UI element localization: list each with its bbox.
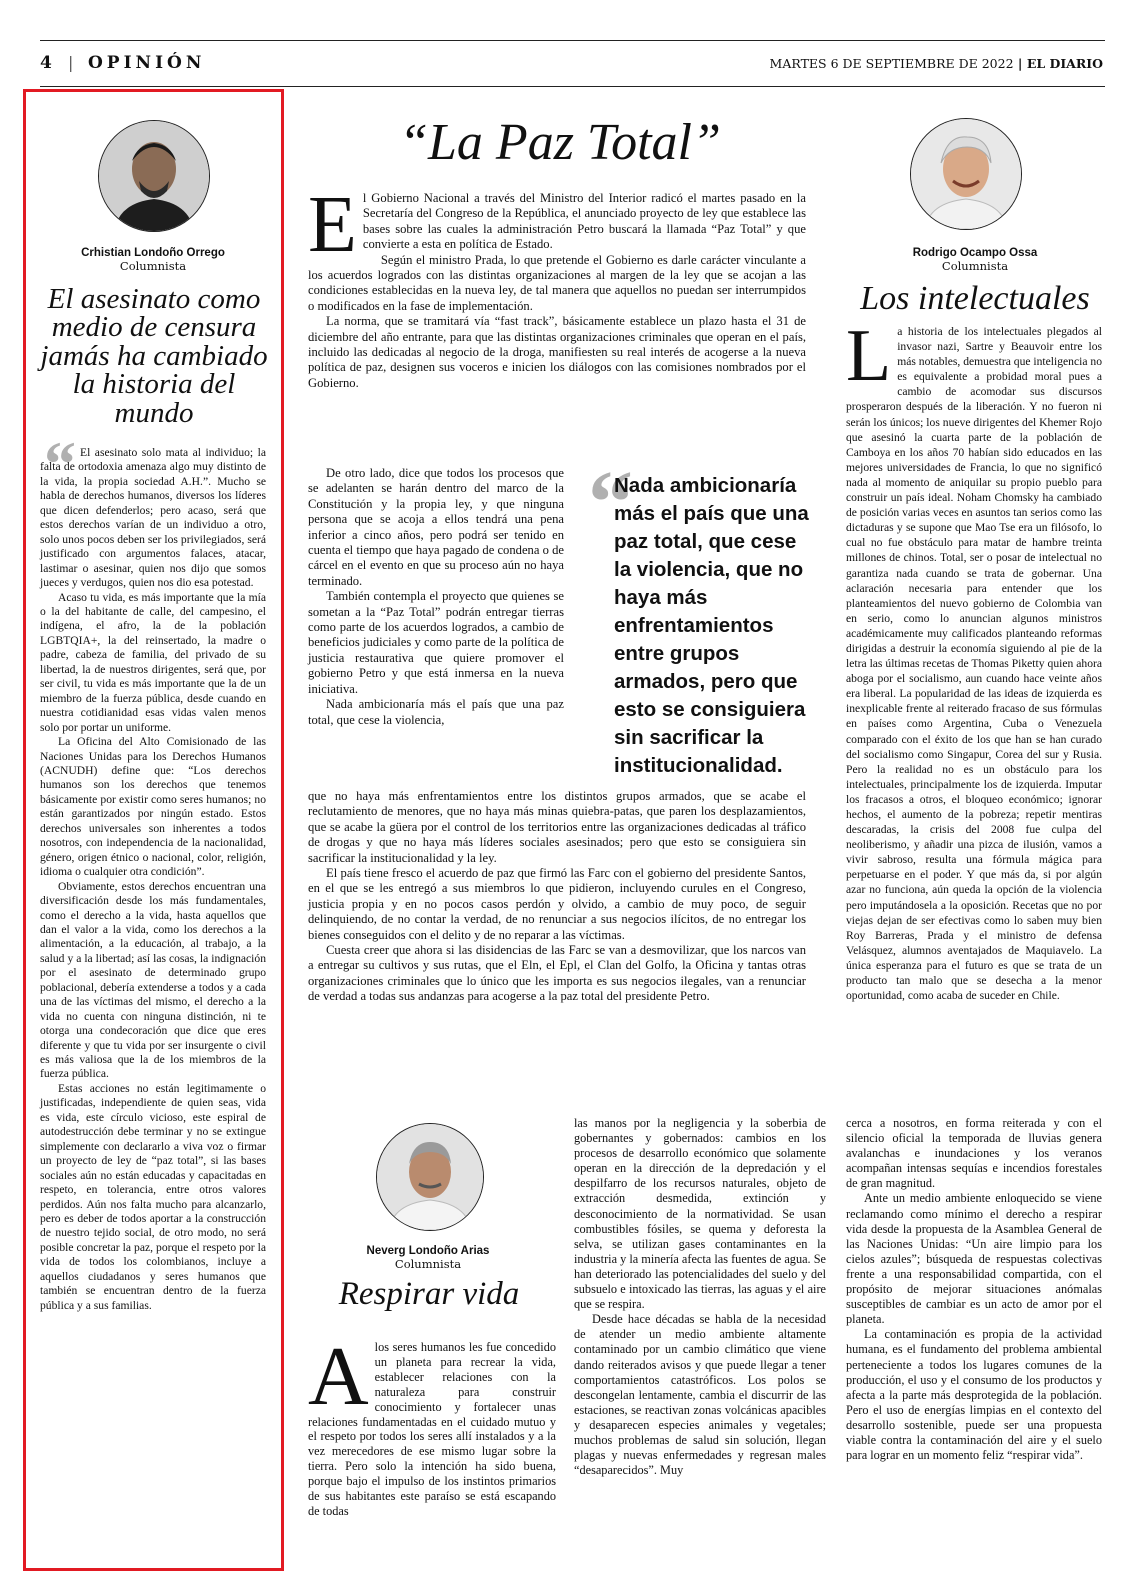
portrait-icon [377,1124,483,1230]
paragraph: La Oficina del Alto Comisionado de las Naciones Unidas para los Derechos Humanos (ACNUDH) define que: “Los derechos humanos son los derechos que tenemos básicamente por existir como seres humanos; no están garantizados por ningún estado. Estos derechos universales son inherentes a todos nosotros, con independencia de la nacionalidad, género, origen étnico o nacional, color, religión, idioma o cualquier otra condición”. [40,735,266,879]
headline-left: El asesinato como medio de censura jamás ha cambiado la historia del mundo [40,283,268,429]
quote-mark-left: “ [44,428,76,499]
paragraph: También contempla el proyecto que quienes se sometan a la “Paz Total” podrán entregar tierras como parte de los acuerdos logrados, a cambio de beneficios judiciales y como parte de la política de justicia restaurativa que quiere promover el gobierno Petro y que está inmersa en la nueva iniciativa. [308,589,564,696]
article-body-bottom-1 [308,1330,556,1519]
paragraph: La historia de los intelectuales plegados al invasor nazi, Sartre y Beauvoir entre los más notables, demuestra que inteligencia no es equivalente a probidad moral pues a cambio de acomodar sus discursos prosperaron después de la liberación. Y no fueron ni serán los únicos; los nueve dirigentes del Khemer Rojo que asesinó la cuarta parte de la población de Camboya en los años 70 habían sido educados en las mejores universidades de Francia, lo que no significó nada al momento de aniquilar su propio pueblo para construir un país ideal. Noham Chomsky ha cambiado de posición varias veces en asuntos tan serios como las dictaduras y se supone que Mao Tse era un filósofo, lo cual no fue obstáculo para matar de hambre treinta millones de chinos. Total, ser o posar de intelectual no garantiza nada cuando se trata de gobernar. Una aclaración necesaria para entender que los planteamientos del nuevo gobierno de Colombia van en serio, como lo anuncian algunos ministros académicamente muy calificados planteando reformas dirigidas a destruir la economía siguiendo al pie de la letra las últimas recetas de Thomas Piketty quien ahora aboga por el socialismo, aun cuando hace veinte años era liberal. La popularidad de las ideas de izquierda es inexplicable frente al reiterado fracaso de sus fórmulas en países como Argentina, Cuba o Venezuela comparado con el éxito de los que han se han curado del socialismo como Singapur, Corea del sur y Rusia. Pero la realidad no es un obstáculo para los intelectuales, principalmente los de izquierda. Imputar los fracasos a otros, el bloqueo económico; ignorar hechos, el aumento de la pobreza; repetir mentiras descaradas, la crisis del 2008 fue culpa del neoliberismo, y añadir una pizca de ilusión, vamos a vivir sabroso, resulta una fórmula mágica para perpetuarse en el poder. Y que más da, si por algún azar no funciona, aún queda la opción de la violencia pero imputándosela a la oposición. Recetas que no por viejas dejan de ser efectivas como lo saben muy bien Roy Barreras, Prada y el ministro de defensa Velásquez, alumnos aventajados de Maquiavelo. La única esperanza para el futuro es que se trata de un producto tan malo que se desecha a la menor oportunidad, como acaba de suceder en Chile. [846,315,1102,1003]
author-role: Columnista [394,1257,462,1271]
portrait-icon [911,119,1021,229]
dateline [770,56,1103,71]
paragraph: Según el ministro Prada, lo que pretende el Gobierno es darle carácter vinculante a los acuerdos logrados con las distintas organizaciones al margen de la ley que se acojan a las condiciones establecidas en la nueva ley, de tal manera que aquellos no puedan ser interrumpidos o modificados en la fase de implementación. [308,252,806,313]
paragraph: El asesinato solo mata al individuo; la falta de ortodoxia amenaza algo muy distinto de la vida, la propia sociedad A.H.”. Mucho se habla de derechos humanos, diversos los líderes que dicen defenderlos; pero acaso, será que estos derechos varían de un individuo a otro, solo unos pocos deben ser los privilegiados, será justificado con argumentos falaces, atacar, lastimar o asesinar, quien nos dijo que somos jueces y verdugos, quien nos dio esa potestad. [40,446,266,590]
paper-name: EL DIARIO [1026,56,1103,71]
dropcap: A [308,1330,369,1423]
top-rule [40,40,1105,41]
byline-right [860,247,1090,273]
paragraph: La contaminación es propia de la actividad humana, es el fundamento del problema ambiental perteneciente a todos los lugares comunes de la producción, el uso y el consumo de los productos y afecta a la parte más desprotegida de la población. Pero el uso de energías limpias en el contexto del desarrollo sostenible, puede ser una propuesta viable contra la contaminación del aire y el suelo para lograr en un momento feliz “respirar vida”. [846,1327,1102,1463]
paragraph: Nada ambicionaría más el país que una paz total, que cese la violencia, [308,697,564,727]
article-body-right [846,315,1102,1003]
editorial-body-bottom [308,789,806,1005]
editorial-headline: “La Paz Total” [399,114,721,171]
article-body-left [40,446,266,1313]
editorial-body-top [308,181,806,391]
article-body-bottom-3 [846,1116,1102,1463]
dropcap: E [308,181,357,269]
page-number: 4 [40,53,54,73]
paragraph: Estas acciones no están legitimamente o justificadas, independiente de quien seas, vida es vida, este círculo vicioso, este espiral de autodestrucción debe terminar y no se extingue simplemente con declararlo a viva voz o firmar un proyecto de ley de “paz total”, si las bases sociales aún no están educadas y capacitadas en respeto, en tolerancia, entre otros valores perdidos. Aún nos falta mucho para alcanzarlo, pero es deber de todos aportar a la construcción de nuestro tejido social, de otro modo, no será posible concretar la paz, porque el respeto por la vida de todos los colombianos, incluye a aquellos ciudadanos y seres humanos que también se encuentran dentro de la fuerza pública y a sus familias. [40,1081,266,1312]
paragraph: Ante un medio ambiente enloquecido se viene reclamando como mínimo el derecho a respirar vida desde la propuesta de la Asamblea General de las Naciones Unidas: “Un aire limpio para los cielos azules”; búsqueda de respuestas colectivas frente a una responsabilidad compartida, con el propósito de mejorar situaciones anómalas susceptibles de cambiar es un acto de amor por el planeta. [846,1191,1102,1327]
author-photo-left [98,120,210,232]
article-body-bottom-2 [574,1116,826,1478]
date: MARTES 6 DE SEPTIEMBRE DE 2022 [769,56,1014,71]
paragraph: La norma, que se tramitará vía “fast track”, básicamente establece un plazo hasta el 31 de diciembre del año entrante, para que las distintas organizaciones criminales que operan en el país, incluido las dedicadas al negocio de la droga, manifiesten su real interés de acogerse a la nueva política de paz, designen sus voceros e inicien los diálogos con las comisiones nombrados por el Gobierno. [308,314,806,390]
date-sep: | [1013,56,1027,71]
paragraph: El país tiene fresco el acuerdo de paz que firmó las Farc con el gobierno del presidente Santos, en el que se les entregó a sus miembros lo que pidieron, incluyendo curules en el Congreso, justicia propia y en no pocos casos perdón y olvido, a cambio de muy poco, de seguir delinquiendo, de no contar la verdad, de no renunciar a sus negocios ilícitos, de no entregar los bienes conseguidos con el delito y de no reparar a las víctimas. [308,866,806,942]
author-role: Columnista [941,259,1009,273]
paragraph: que no haya más enfrentamientos entre los distintos grupos armados, que se acabe el reclutamiento de menores, que no haya más minas quiebra-patas, que paren los desplazamientos, que se acabe la güera por el control de los territorios entre las organizaciones dedicadas al tráfico de drogas y que no haya más líderes sociales asesinados; pero que esto se consiguiera sin sacrificar la institucionalidad y la ley. [308,789,806,865]
byline-left [40,247,266,273]
author-photo-bottom [376,1123,484,1231]
author-name: Crhistian Londoño Orrego [81,247,225,259]
paragraph: cerca a nosotros, en forma reiterada y con el silencio oficial la temporada de lluvias genera avalanchas e inundaciones y los veranos acompañan intensas sequías e incendios forestales de gran magnitud. [846,1116,1102,1191]
paragraph: Cuesta creer que ahora si las disidencias de las Farc se van a desmovilizar, que los narcos van a entregar su cultivos y sus rutas, que el Eln, el Epl, el Clan del Golfo, la Oficina y tantas otras organizaciones criminales que lo único que les importa es sus negocios ilegales, van a renunciar de verdad a todas sus andanzas para acogerse a la paz total del presidente Petro. [308,943,806,1004]
paragraph: El Gobierno Nacional a través del Ministro del Interior radicó el martes pasado en la Secretaría del Congreso de la República, el anunciado proyecto de ley que establece las bases sobre las cuales la administración Petro buscará la llamada “Paz Total” y que convierte a esta en política de Estado. [308,181,806,269]
headline-bottom: Respirar vida [338,1276,520,1312]
paragraph: Obviamente, estos derechos encuentran una diversificación desde los más fundamentales, como el derecho a la vida, hasta aquellos que dan el valor a la vida, como los derechos a la alimentación, a la educación, al trabajo, a la salud y a la libertad; así las cosas, la indignación por el asesinato de determinado grupo poblacional, debería extenderse a todos y a cada una de las víctimas del mismo, el derecho a la vida no cuenta con ninguna distinción, ni te otorga una condecoración que dice que eres diferente y que tu vida por ser insurgente o civil es más valiosa que la de los miembros de la fuerza pública. [40,879,266,1081]
header-separator: | [68,53,74,72]
dropcap: L [846,315,892,397]
paragraph: las manos por la negligencia y la soberbia de gobernantes y gobernados: cambios en los procesos de desarrollo económico que solamente operan en la dirección de la depredación y el despilfarro de los recursos naturales, objeto de extracción desmedida, extinción y desconocimiento de la normatividad. Se usan combustibles fósiles, se quema y deforesta la selva, se utilizan gases contaminantes en la industria y la minería afecta las fuentes de agua. Se han deteriorado las potencialidades del suelo y del subsuelo e intoxicado las tierras, las aguas y el aire que se respira. [574,1116,826,1312]
pullquote-mark: “ [588,453,633,552]
byline-bottom [318,1245,538,1271]
portrait-icon [99,121,209,231]
section-title: OPINIÓN [88,53,206,73]
author-name: Rodrigo Ocampo Ossa [912,247,1038,259]
paragraph: Desde hace décadas se habla de la necesidad de atender un medio ambiente altamente contaminado por un cambio climático que viene dando reiterados avisos y que puede llegar a tener comportamientos catastróficos. Los polos se descongelan lentamente, cambia el discurrir de las estaciones, se reactivan zonas volcánicas apacibles y desaparecen especies animales y vegetales; muchos problemas de salud sin solución, llegan plagas y nuevas enfermedades y regresan males “desaparecidos”. Muy [574,1312,826,1478]
paragraph: Alos seres humanos les fue concedido un planeta para recrear la vida, establecer relaciones con la naturaleza para construir conocimiento y fortalecer unas relaciones fundamentadas en el cuidado mutuo y el respeto por todos los seres allí instalados y a la vez merecedores de ese mismo lugar sobre la tierra. Pero solo la intención ha sido buena, porque bajo el impulso de los instintos primarios de sus habitantes este paraíso se está escapando de todas [308,1330,556,1518]
author-name: Neverg Londoño Arias [366,1245,490,1257]
header-rule [40,86,1105,87]
paragraph: Acaso tu vida, es más importante que la mía o la del habitante de calle, del campesino, el indígena, el afro, la de la población LGBTQIA+, la del reinsertado, la madre o padre, cabeza de familia, del privado de su libertad, la de nuestros dirigentes, será que, por ser civil, tu vida es más importante que la de un miembro de la fuerza pública, desde cuando en nuestra cotidianidad esas vidas valen menos solo por portar un uniforme. [40,590,266,734]
pullquote: Nada ambicionaría más el país que una paz total, que cese la violencia, que no haya más enfrentamientos entre grupos armados, pero que esto se consiguiera sin sacrificar la institucionalidad. [614,474,809,777]
headline-right: Los intelectuales [860,280,1090,317]
editorial-body-narrow [308,466,564,728]
paragraph: De otro lado, dice que todos los procesos que se adelanten se harán dentro del marco de la Constitución y la propia ley, y que ninguna persona que se acoja a ellos tendrá una pena inferior a cinco años, pero podrá ser tenido en cuenta el tiempo que haya pagado de condena o de cárcel en el evento en que su proceso aún no haya terminado. [308,466,564,588]
author-photo-right [910,118,1022,230]
author-role: Columnista [119,259,187,273]
